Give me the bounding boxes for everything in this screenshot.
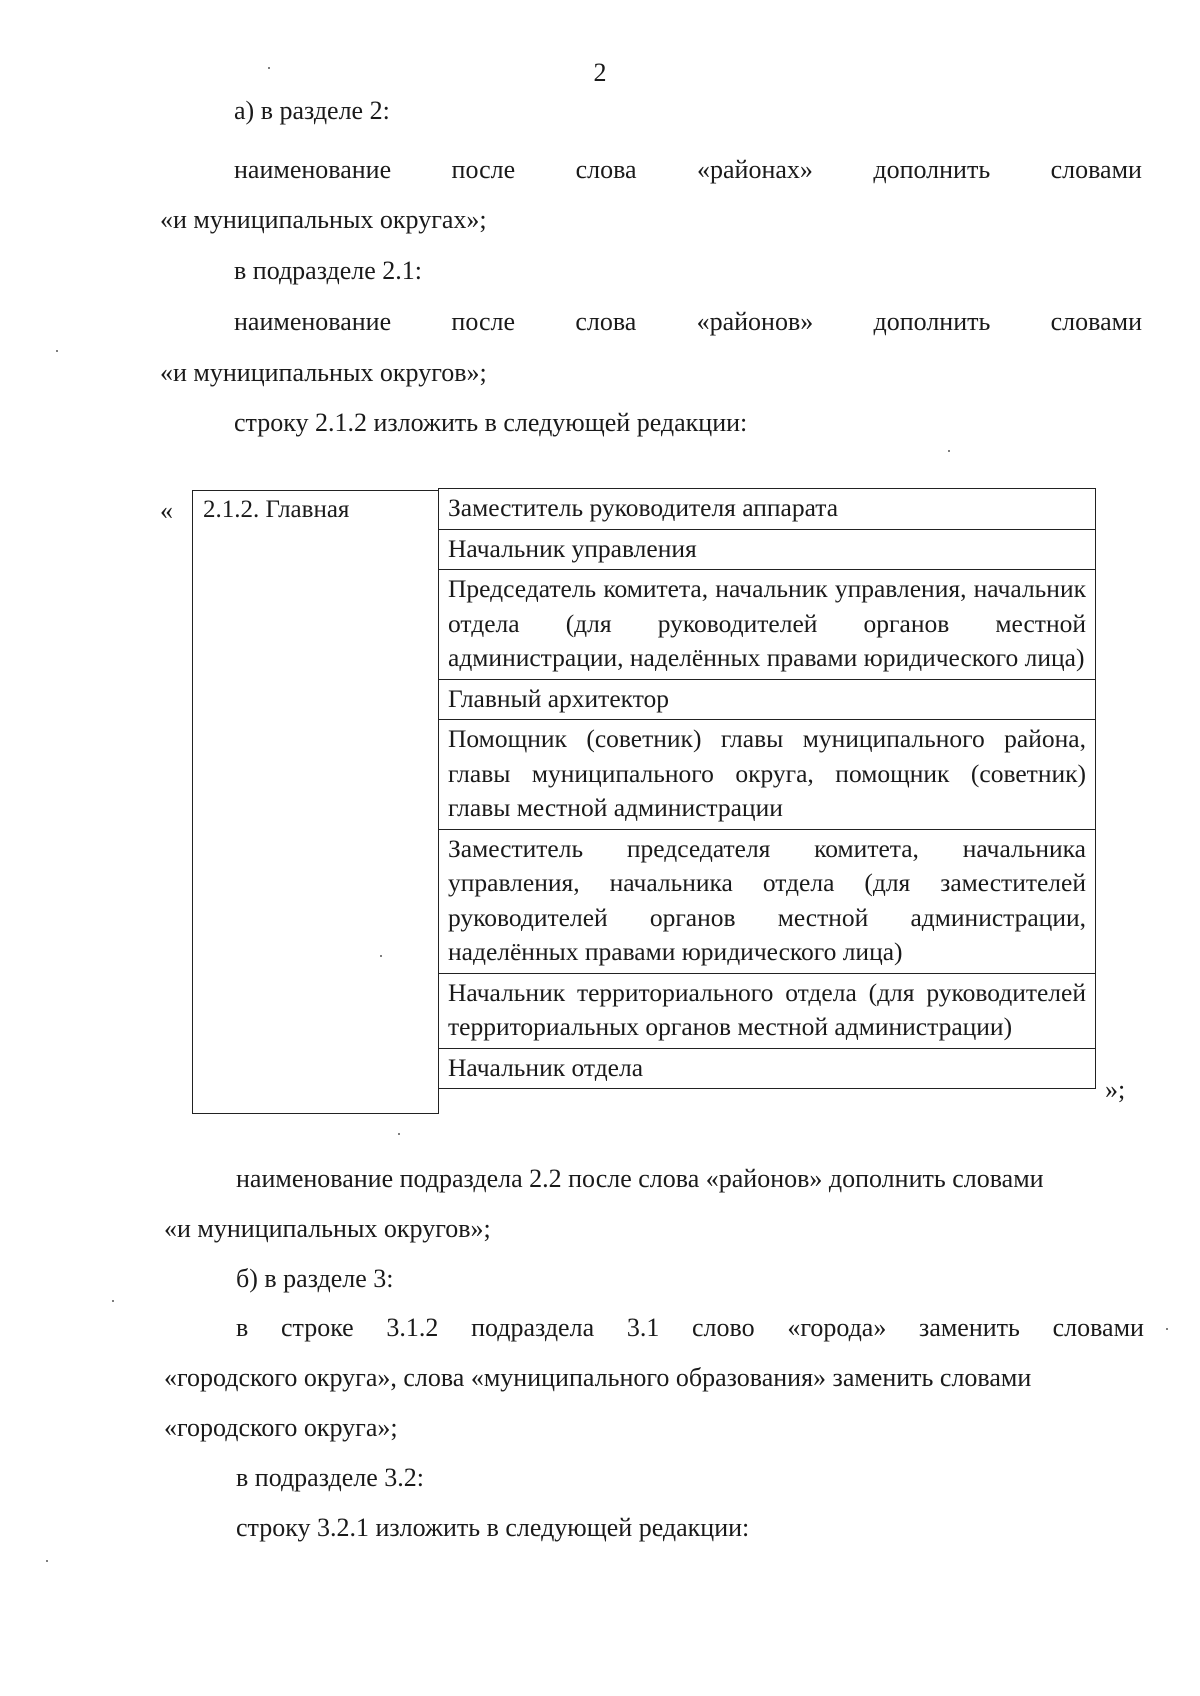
- paragraph-continuation: «и муниципальных округов»;: [160, 358, 487, 387]
- word: «районов»: [696, 307, 814, 336]
- word: 3.1.2: [386, 1313, 439, 1342]
- table-group-label: 2.1.2. Главная: [203, 496, 350, 523]
- scan-speck: [948, 450, 950, 452]
- paragraph-continuation: «городского округа»;: [164, 1413, 398, 1442]
- paragraph-continuation: «городского округа», слова «муниципального образования» заменить словами: [164, 1363, 1032, 1392]
- word: в: [236, 1313, 249, 1342]
- paragraph-subsection-2-1: в подразделе 2.1:: [234, 256, 423, 285]
- word: «города»: [787, 1313, 887, 1342]
- scan-speck: [56, 350, 58, 352]
- word: заменить: [919, 1313, 1020, 1342]
- scan-speck: [46, 1560, 48, 1562]
- scan-speck: [1166, 1328, 1168, 1330]
- word: слова: [575, 155, 637, 184]
- word: «районах»: [697, 155, 813, 184]
- table-row: Председатель комитета, начальник управления, начальник отдела (для руководителей органов местной администрации, наделённых правами юридического лица): [439, 569, 1095, 679]
- scan-speck: [380, 955, 382, 957]
- word: дополнить: [873, 307, 991, 336]
- table-row: Главный архитектор: [439, 679, 1095, 720]
- word: наименование: [234, 307, 392, 336]
- word: дополнить: [873, 155, 991, 184]
- word: строке: [280, 1313, 354, 1342]
- paragraph-name-subsection-2-2: наименование подраздела 2.2 после слова «районов» дополнить словами: [236, 1164, 1044, 1193]
- paragraph-row-3-1-2: [236, 1313, 1144, 1343]
- word: наименование: [234, 155, 392, 184]
- paragraph-row-2-1-2: строку 2.1.2 изложить в следующей редакции:: [234, 408, 748, 437]
- word: словами: [1052, 1313, 1144, 1342]
- paragraph-name-subsection-2-1: [234, 307, 1142, 337]
- paragraph-section-3: б) в разделе 3:: [236, 1264, 394, 1293]
- paragraph-continuation: «и муниципальных округах»;: [160, 205, 487, 234]
- scan-speck: [398, 1133, 400, 1135]
- table-row: Помощник (советник) главы муниципального района, главы муниципального округа, помощник (советник) главы местной администрации: [439, 719, 1095, 829]
- table-positions-column: [438, 488, 1096, 1089]
- word: словами: [1050, 155, 1142, 184]
- word: словами: [1050, 307, 1142, 336]
- close-quote: »;: [1105, 1075, 1126, 1104]
- paragraph-section-2: а) в разделе 2:: [234, 96, 390, 125]
- table-row: Начальник территориального отдела (для руководителей территориальных органов местной администрации): [439, 973, 1095, 1048]
- table-group-cell: [192, 490, 439, 1114]
- table-row: Начальник управления: [439, 529, 1095, 570]
- paragraph-continuation: «и муниципальных округов»;: [164, 1214, 491, 1243]
- word: подраздела: [471, 1313, 595, 1342]
- word: после: [451, 155, 516, 184]
- scan-speck: [112, 1300, 114, 1302]
- open-quote: «: [160, 496, 173, 525]
- word: 3.1: [626, 1313, 660, 1342]
- word: слова: [575, 307, 637, 336]
- table-row: Заместитель председателя комитета, начальника управления, начальника отдела (для заместителей руководителей органов местной администрации, наделённых правами юридического лица): [439, 829, 1095, 973]
- page-number: 2: [593, 58, 607, 87]
- paragraph-row-3-2-1: строку 3.2.1 изложить в следующей редакции:: [236, 1513, 750, 1542]
- scan-speck: [268, 67, 270, 69]
- table-row: Заместитель руководителя аппарата: [448, 493, 839, 522]
- word: слово: [692, 1313, 755, 1342]
- table-row: Начальник отдела: [439, 1048, 1095, 1089]
- word: после: [451, 307, 516, 336]
- paragraph-name-section-2: [234, 155, 1142, 185]
- paragraph-subsection-3-2: в подразделе 3.2:: [236, 1463, 425, 1492]
